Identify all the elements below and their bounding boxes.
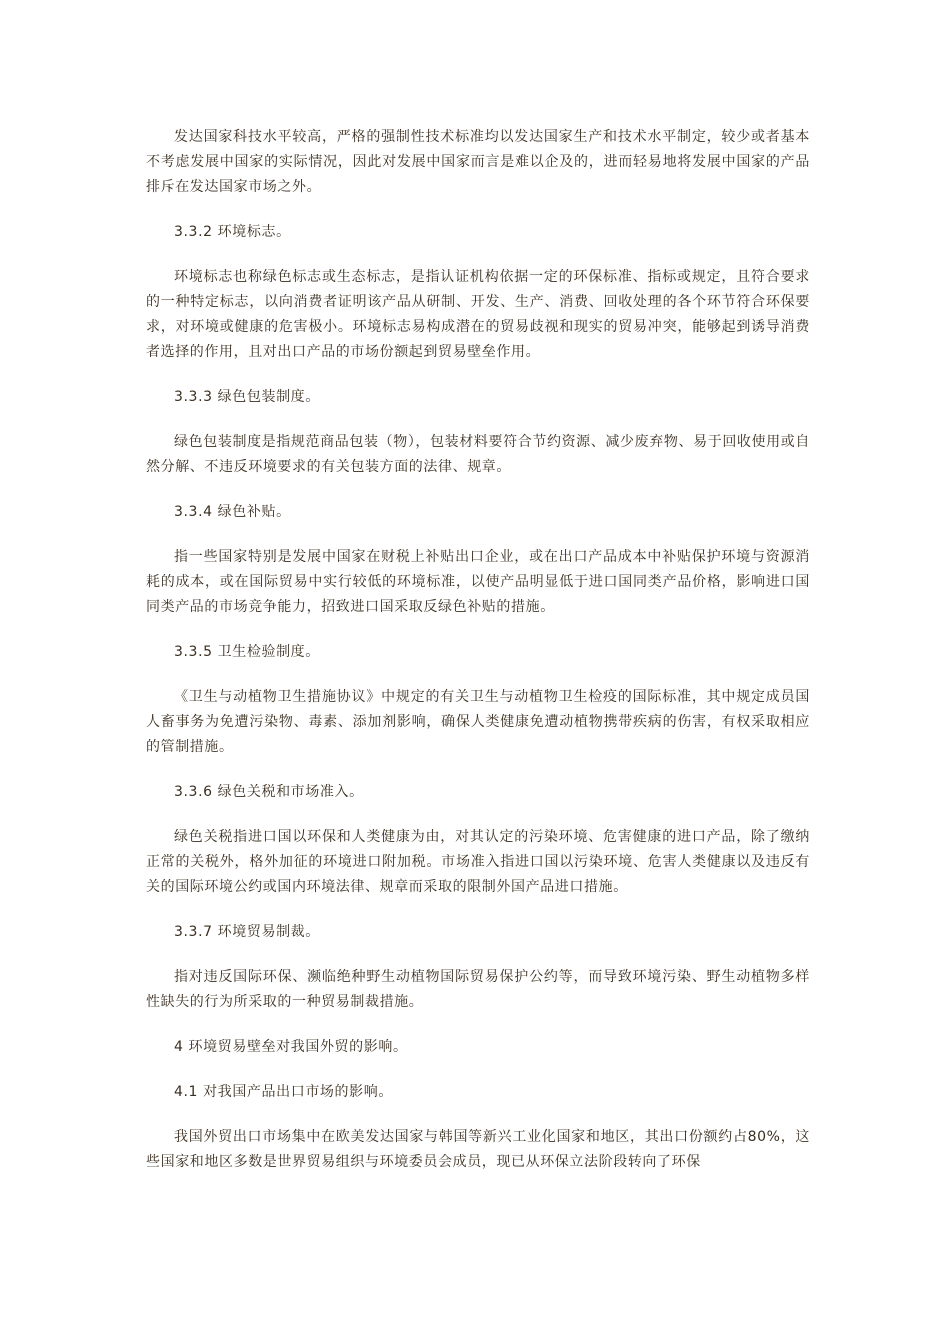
paragraph: 发达国家科技水平较高，严格的强制性技术标准均以发达国家生产和技术水平制定，较少或者基本不考虑发展中国家的实际情况，因此对发展中国家而言是难以企及的，进而轻易地将发展中国家的产品排斥在发达国家市场之外。 <box>146 129 810 195</box>
section-heading: 4.1 对我国产品出口市场的影响。 <box>174 1084 393 1100</box>
section-heading: 3.3.6 绿色关税和市场准入。 <box>174 784 364 800</box>
section-heading: 3.3.4 绿色补贴。 <box>174 504 291 520</box>
section-heading: 3.3.3 绿色包装制度。 <box>174 389 320 405</box>
section-heading: 3.3.2 环境标志。 <box>174 224 291 240</box>
chapter-heading: 4 环境贸易壁垒对我国外贸的影响。 <box>174 1039 408 1055</box>
paragraph: 指对违反国际环保、濒临绝种野生动植物国际贸易保护公约等，而导致环境污染、野生动植物多样性缺失的行为所采取的一种贸易制裁措施。 <box>146 969 810 1010</box>
document-body <box>146 125 810 1195</box>
paragraph: 环境标志也称绿色标志或生态标志，是指认证机构依据一定的环保标准、指标或规定，且符合要求的一种特定标志，以向消费者证明该产品从研制、开发、生产、消费、回收处理的各个环节符合环保要求，对环境或健康的危害极小。环境标志易构成潜在的贸易歧视和现实的贸易冲突，能够起到诱导消费者选择的作用，且对出口产品的市场份额起到贸易壁垒作用。 <box>146 269 810 360</box>
paragraph: 《卫生与动植物卫生措施协议》中规定的有关卫生与动植物卫生检疫的国际标准，其中规定成员国人畜事务为免遭污染物、毒素、添加剂影响，确保人类健康免遭动植物携带疾病的伤害，有权采取相应的管制措施。 <box>146 689 810 755</box>
paragraph: 我国外贸出口市场集中在欧美发达国家与韩国等新兴工业化国家和地区，其出口份额约占80%，这些国家和地区多数是世界贸易组织与环境委员会成员，现已从环保立法阶段转向了环保 <box>146 1129 810 1170</box>
paragraph: 绿色包装制度是指规范商品包装（物），包装材料要符合节约资源、减少废弃物、易于回收使用或自然分解、不违反环境要求的有关包装方面的法律、规章。 <box>146 434 810 475</box>
paragraph: 指一些国家特别是发展中国家在财税上补贴出口企业，或在出口产品成本中补贴保护环境与资源消耗的成本，或在国际贸易中实行较低的环境标准，以使产品明显低于进口国同类产品价格，影响进口国同类产品的市场竞争能力，招致进口国采取反绿色补贴的措施。 <box>146 549 810 615</box>
paragraph: 绿色关税指进口国以环保和人类健康为由，对其认定的污染环境、危害健康的进口产品，除了缴纳正常的关税外，格外加征的环境进口附加税。市场准入指进口国以污染环境、危害人类健康以及违反有关的国际环境公约或国内环境法律、规章而采取的限制外国产品进口措施。 <box>146 829 810 895</box>
section-heading: 3.3.5 卫生检验制度。 <box>174 644 320 660</box>
section-heading: 3.3.7 环境贸易制裁。 <box>174 924 320 940</box>
